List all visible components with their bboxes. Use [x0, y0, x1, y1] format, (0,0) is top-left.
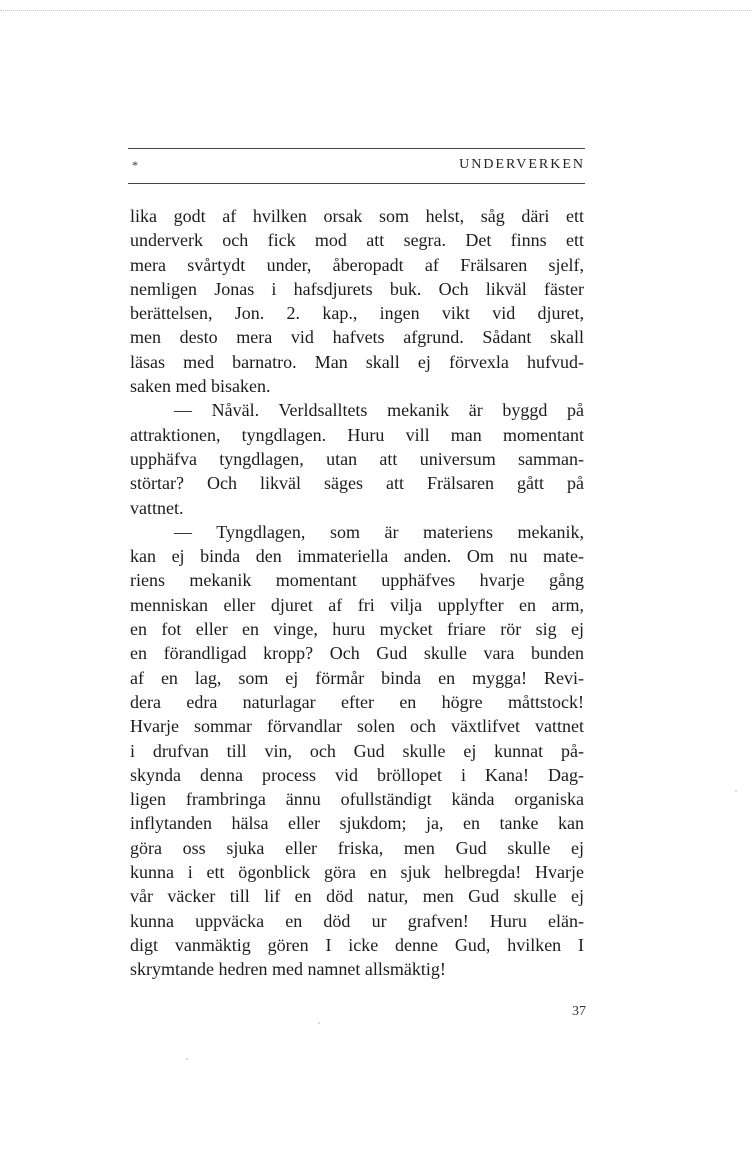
text-line: af en lag, som ej förmår binda en mygga! Revi- — [130, 667, 584, 688]
text-line: en förandligad kropp? Och Gud skulle vara bunden — [130, 643, 584, 664]
text-line: kan ej binda den immateriella anden. Om nu mate- — [130, 546, 584, 567]
scan-edge-line — [0, 10, 752, 11]
header-rule-top — [128, 148, 585, 149]
text-line: ligen frambringa ännu ofullständigt kända organiska — [130, 789, 584, 810]
text-line: attraktionen, tyngdlagen. Huru vill man momentant — [130, 424, 584, 445]
text-line: i drufvan till vin, och Gud skulle ej kunnat på- — [130, 740, 584, 761]
header-ornament: * — [132, 158, 138, 172]
text-line: berättelsen, Jon. 2. kap., ingen vikt vid djuret, — [130, 303, 584, 324]
text-line: skynda denna process vid bröllopet i Kana! Dag- — [130, 764, 584, 785]
text-line: lika godt af hvilken orsak som helst, såg däri ett — [130, 206, 584, 226]
text-line: störtar? Och likväl säges att Frälsaren gått på — [130, 473, 584, 494]
text-line: läsas med barnatro. Man skall ej förvexla hufvud- — [130, 351, 584, 372]
text-line: mera svårtydt under, åberopadt af Frälsaren sjelf, — [130, 254, 584, 275]
text-line: riens mekanik momentant upphäfves hvarje gång — [130, 570, 584, 591]
text-line: skrymtande hedren med namnet allsmäktig! — [130, 959, 446, 980]
text-line: dera edra naturlagar efter en högre måttstock! — [130, 691, 584, 712]
text-line: inflytanden hälsa eller sjukdom; ja, en tanke kan — [130, 813, 584, 834]
running-head — [128, 156, 585, 178]
text-line: vår väcker till lif en död natur, men Gud skulle ej — [130, 886, 584, 907]
text-line: menniskan eller djuret af fri vilja upplyfter en arm, — [130, 594, 584, 615]
text-line: nemligen Jonas i hafsdjurets buk. Och likväl fäster — [130, 278, 584, 299]
text-line: saken med bisaken. — [130, 376, 271, 397]
text-line: upphäfva tyngdlagen, utan att universum samman- — [130, 448, 584, 469]
body-text — [130, 204, 584, 982]
text-line: kunna uppväcka en död ur grafven! Huru elän- — [130, 910, 584, 931]
text-line: underverk och fick mod att segra. Det finns ett — [130, 230, 584, 251]
scan-speck — [735, 790, 737, 792]
text-line: — Nåväl. Verldsalltets mekanik är byggd på — [174, 400, 584, 421]
text-line: en fot eller en vinge, huru mycket friare rör sig ej — [130, 619, 584, 640]
scan-speck — [318, 1022, 320, 1024]
text-line: digt vanmäktig gören I icke denne Gud, hvilken I — [130, 934, 584, 955]
text-line: — Tyngdlagen, som är materiens mekanik, — [174, 521, 584, 542]
text-line: Hvarje sommar förvandlar solen och växtlifvet vattnet — [130, 716, 584, 737]
text-line: vattnet. — [130, 497, 184, 518]
running-head-title: UNDERVERKEN — [459, 157, 585, 172]
scan-speck — [186, 1058, 188, 1060]
text-line: kunna i ett ögonblick göra en sjuk helbregda! Hvarje — [130, 862, 584, 883]
text-line: men desto mera vid hafvets afgrund. Sådant skall — [130, 327, 584, 348]
page-number: 37 — [572, 1004, 586, 1019]
text-line: göra oss sjuka eller friska, men Gud skulle ej — [130, 837, 584, 858]
header-rule-bottom — [128, 183, 585, 184]
